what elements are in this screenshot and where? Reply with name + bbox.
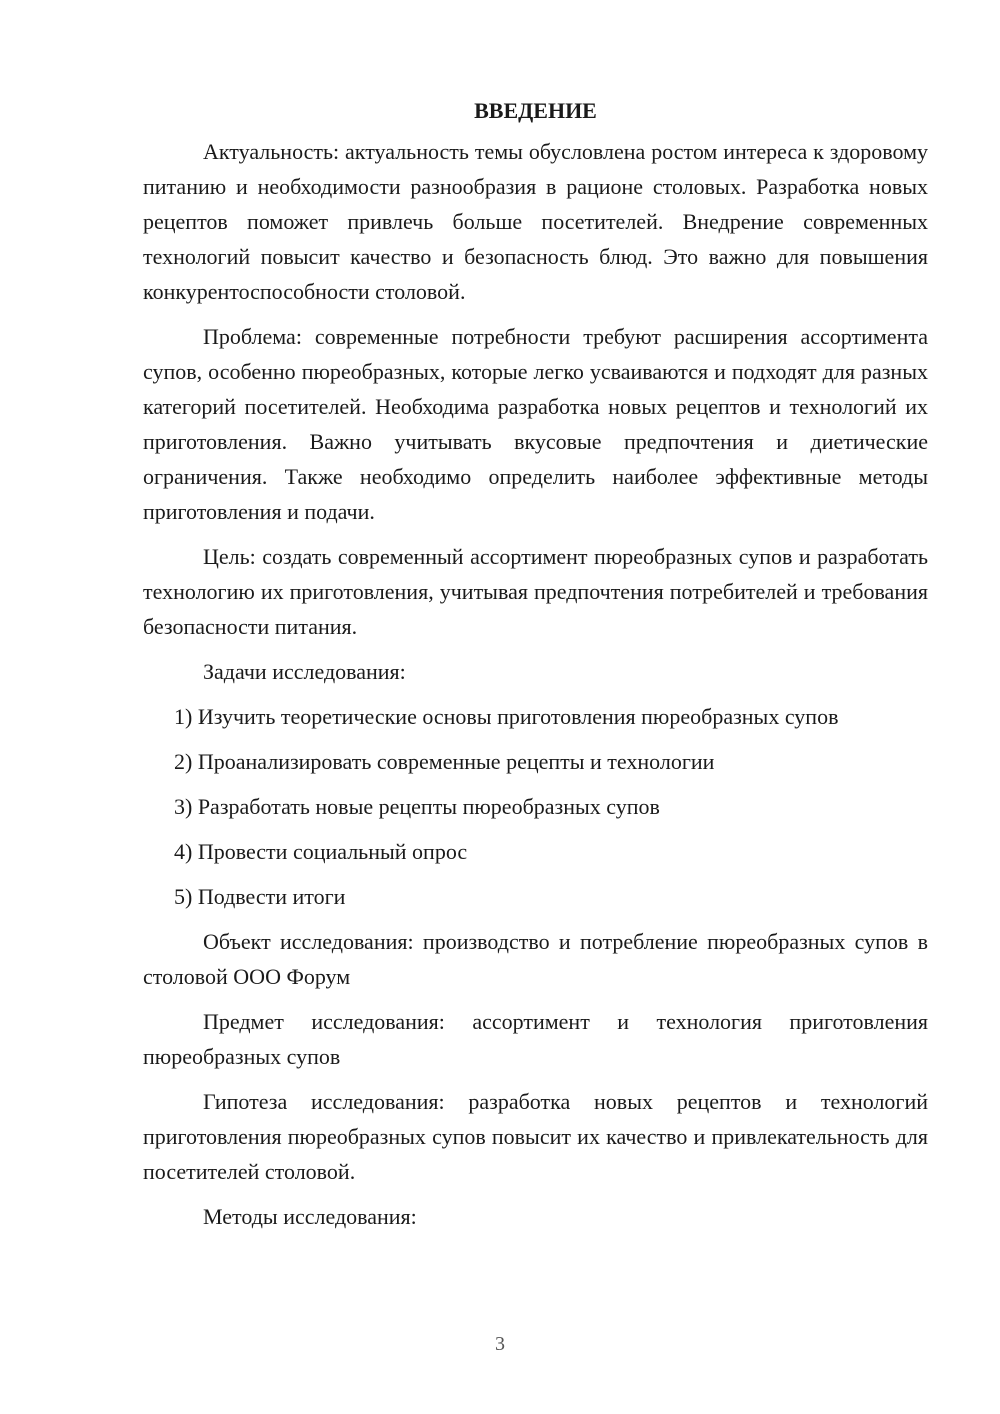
tasks-heading: Задачи исследования:	[203, 659, 406, 684]
methods-heading: Методы исследования:	[203, 1204, 417, 1229]
paragraph-goal: Цель: создать современный ассортимент пюреобразных супов и разработать технологию их приготовления, учитывая предпочтения потребителей и требования безопасности питания.	[143, 544, 928, 639]
task-item: 4) Провести социальный опрос	[174, 839, 468, 864]
section-title: ВВЕДЕНИЕ	[474, 98, 597, 123]
task-list	[143, 699, 928, 914]
paragraph-relevance: Актуальность: актуальность темы обусловлена ростом интереса к здоровому питанию и необходимости разнообразия в рационе столовых. Разработка новых рецептов поможет привлечь больше посетителей. Внедрение современных технологий повысит качество и безопасность блюд. Это важно для повышения конкурентоспособности столовой.	[143, 139, 928, 304]
page-number: 3	[495, 1333, 505, 1355]
task-item: 3) Разработать новые рецепты пюреобразных супов	[174, 794, 660, 819]
task-item: 5) Подвести итоги	[174, 884, 346, 909]
paragraph-problem: Проблема: современные потребности требуют расширения ассортимента супов, особенно пюреобразных, которые легко усваиваются и подходят для разных категорий посетителей. Необходима разработка новых рецептов и технологий их приготовления. Важно учитывать вкусовые предпочтения и диетические ограничения. Также необходимо определить наиболее эффективные методы приготовления и подачи.	[143, 324, 928, 524]
paragraph-subject: Предмет исследования: ассортимент и технология приготовления пюреобразных супов	[143, 1009, 928, 1069]
paragraph-hypothesis: Гипотеза исследования: разработка новых рецептов и технологий приготовления пюреобразных супов повысит их качество и привлекательность для посетителей столовой.	[143, 1089, 928, 1184]
task-item: 2) Проанализировать современные рецепты и технологии	[174, 749, 715, 774]
document-page	[143, 96, 928, 1244]
task-item: 1) Изучить теоретические основы приготовления пюреобразных супов	[174, 704, 839, 729]
paragraph-object: Объект исследования: производство и потребление пюреобразных супов в столовой ООО Форум	[143, 929, 928, 989]
